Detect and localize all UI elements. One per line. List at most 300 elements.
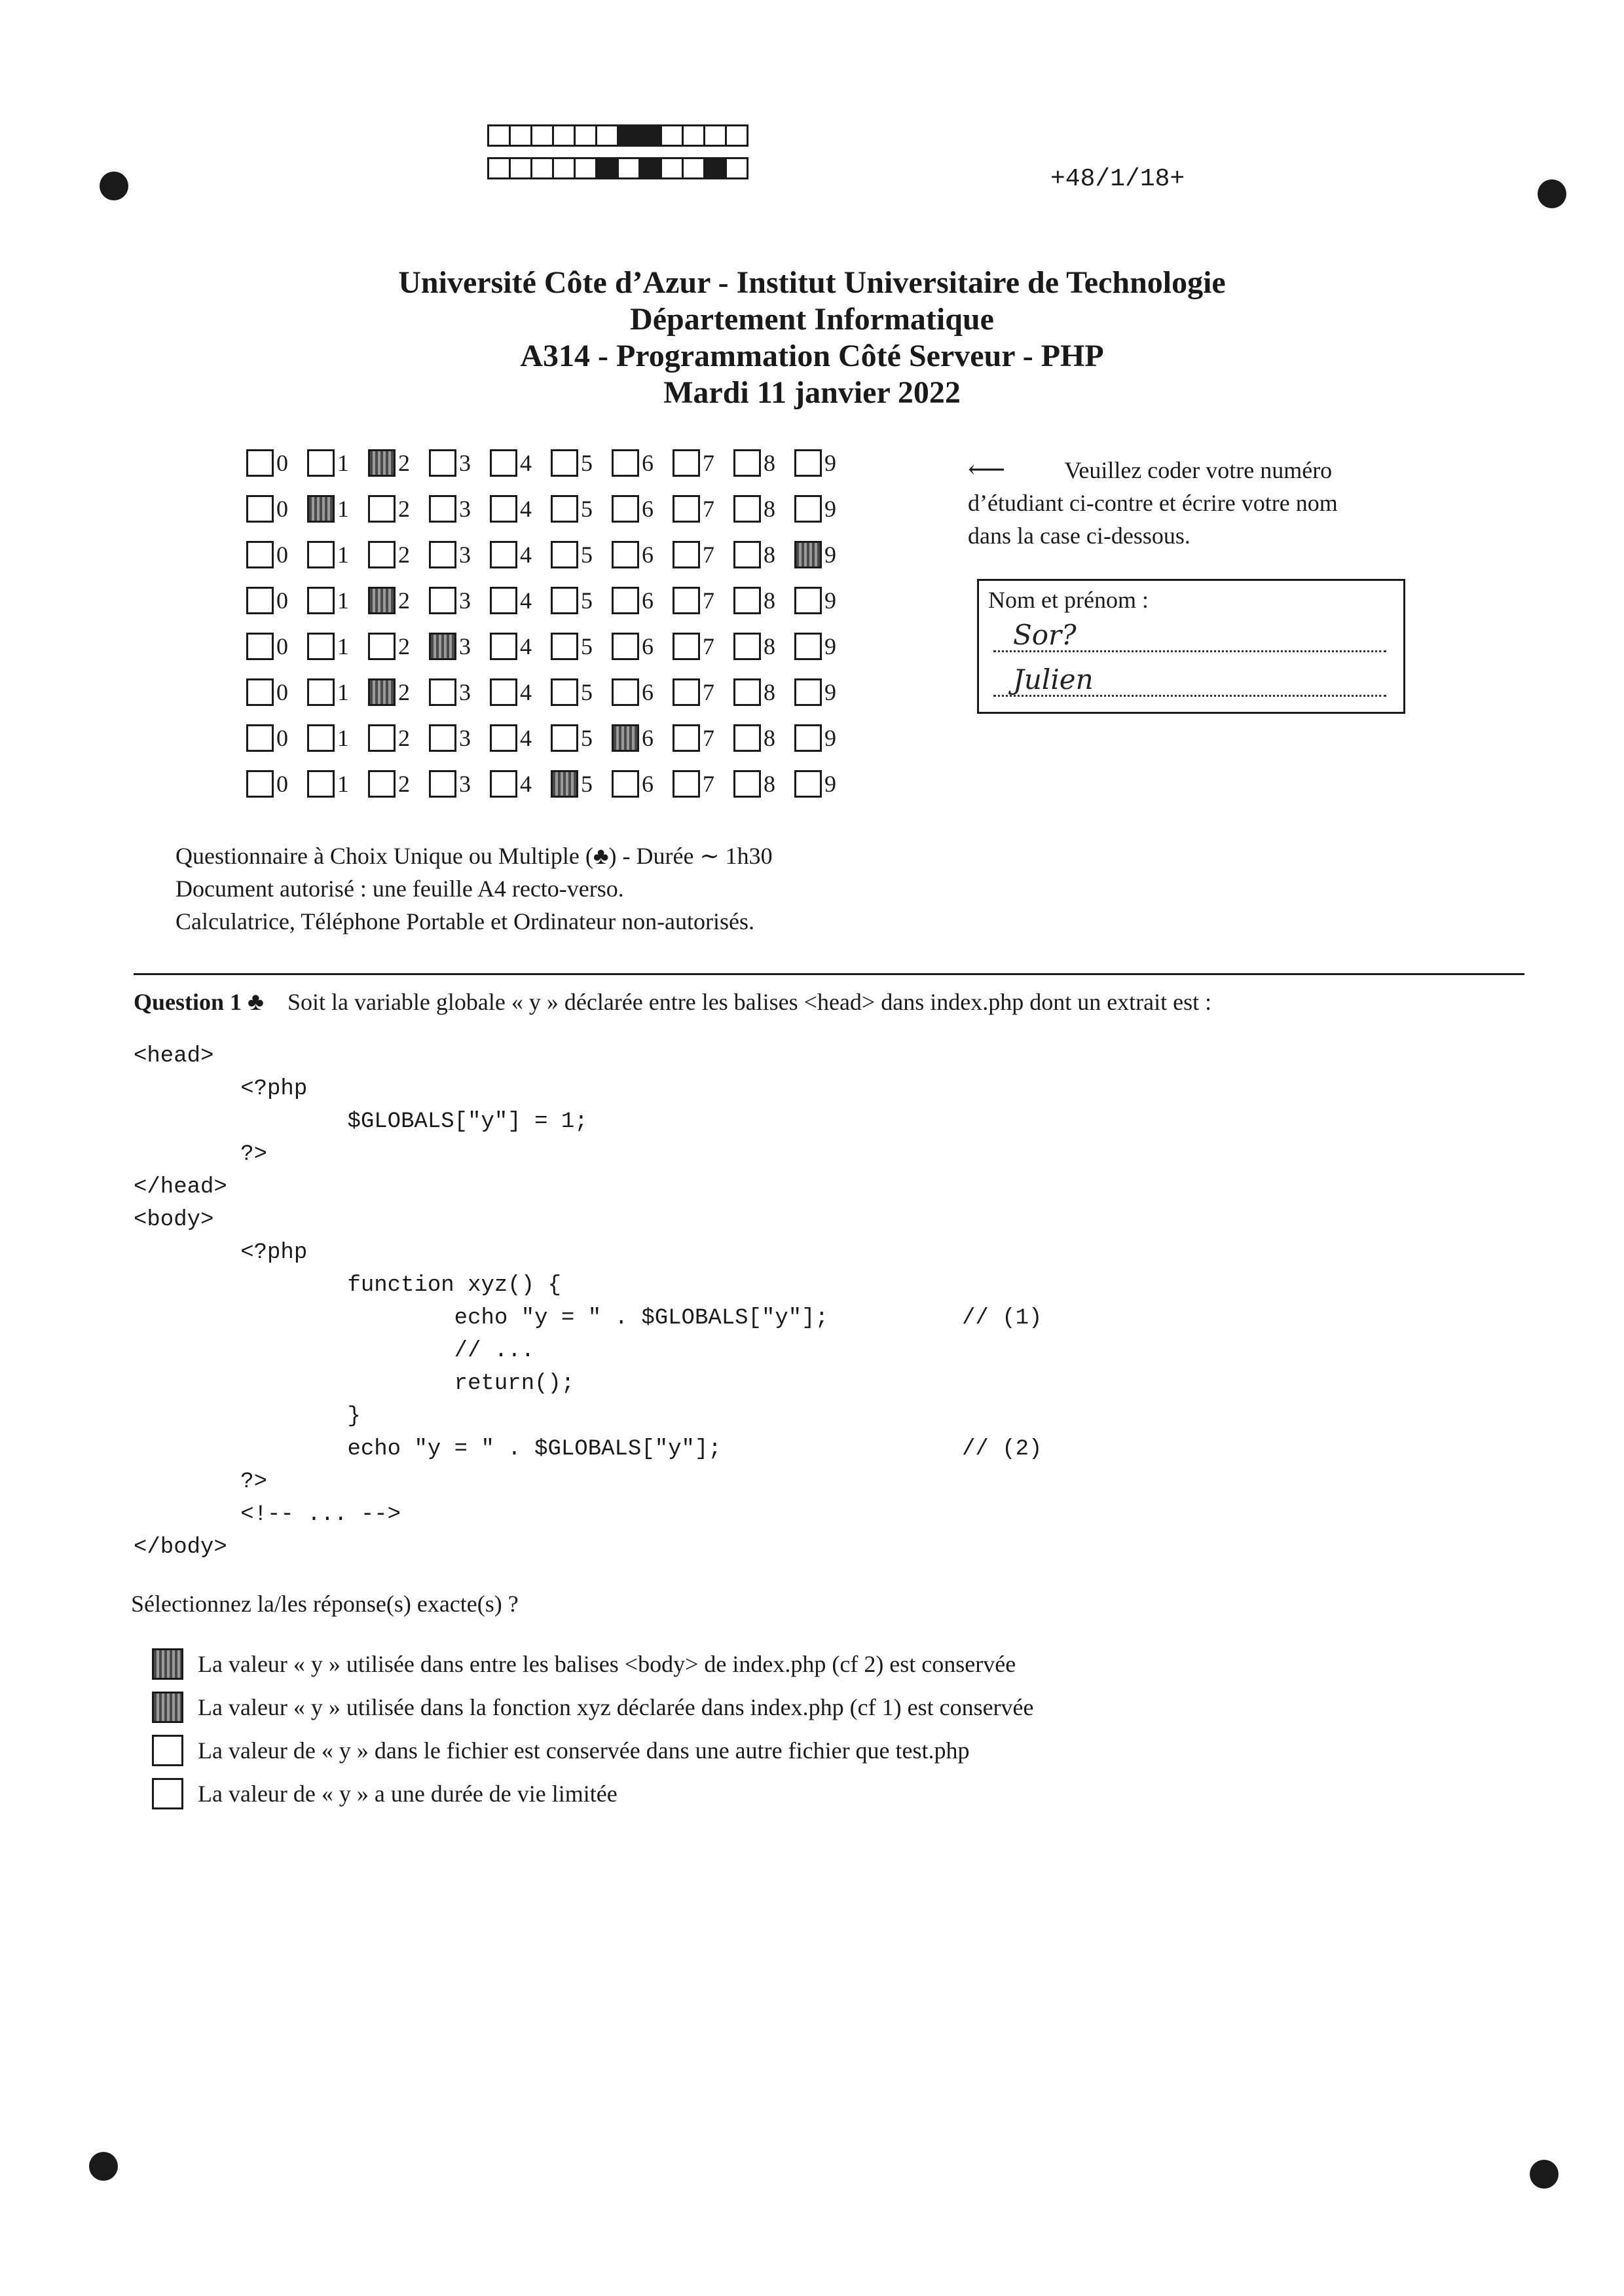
- barcode-cell: [595, 157, 619, 179]
- answer-option[interactable]: [152, 1772, 1034, 1815]
- answer-text: La valeur de « y » dans le fichier est conservée dans une autre fichier que test.php: [198, 1737, 970, 1764]
- digit-label: 0: [276, 542, 288, 568]
- digit-label: 2: [398, 450, 410, 476]
- digit-option: [551, 495, 612, 523]
- digit-option: [794, 678, 855, 706]
- answer-text: La valeur de « y » a une durée de vie limitée: [198, 1781, 618, 1807]
- digit-checkbox[interactable]: [307, 678, 335, 706]
- digit-label: 7: [703, 587, 714, 614]
- barcode-cell: [574, 157, 597, 179]
- registration-mark-top-left: [100, 172, 128, 200]
- digit-option: [246, 770, 307, 798]
- digit-label: 6: [642, 542, 654, 568]
- digit-label: 1: [337, 496, 349, 522]
- digit-checkbox[interactable]: [733, 633, 761, 660]
- digit-checkbox[interactable]: [673, 678, 700, 706]
- digit-label: 1: [337, 771, 349, 797]
- digit-option: [307, 724, 368, 752]
- digit-option: [429, 587, 490, 614]
- digit-option: [490, 633, 551, 660]
- digit-label: 7: [703, 771, 714, 797]
- digit-option: [429, 724, 490, 752]
- digit-checkbox[interactable]: [246, 770, 274, 798]
- header-date: Mardi 11 janvier 2022: [663, 375, 961, 410]
- grid-row: [246, 623, 855, 669]
- barcode-cell: [638, 124, 662, 147]
- document-header: [0, 265, 1624, 411]
- digit-label: 7: [703, 633, 714, 659]
- barcode-cell: [660, 157, 684, 179]
- digit-option: [551, 449, 612, 477]
- barcode-cell: [703, 157, 727, 179]
- digit-option: [490, 449, 551, 477]
- digit-label: 6: [642, 496, 654, 522]
- digit-option: [307, 495, 368, 523]
- digit-label: 0: [276, 771, 288, 797]
- barcode-cell: [660, 124, 684, 147]
- student-number-grid: [246, 440, 855, 807]
- digit-checkbox[interactable]: [429, 495, 456, 523]
- digit-checkbox[interactable]: [490, 587, 517, 614]
- digit-checkbox[interactable]: [673, 633, 700, 660]
- digit-option: [673, 541, 733, 568]
- digit-checkbox[interactable]: [246, 541, 274, 568]
- digit-checkbox[interactable]: [429, 724, 456, 752]
- digit-option: [246, 449, 307, 477]
- name-line-2: [993, 663, 1386, 697]
- digit-option: [429, 770, 490, 798]
- digit-label: 6: [642, 633, 654, 659]
- digit-label: 4: [520, 725, 532, 751]
- digit-option: [733, 770, 794, 798]
- digit-option: [246, 633, 307, 660]
- digit-checkbox[interactable]: [673, 449, 700, 477]
- digit-option: [612, 770, 673, 798]
- section-divider: [134, 973, 1524, 975]
- digit-label: 5: [581, 725, 593, 751]
- digit-label: 5: [581, 496, 593, 522]
- digit-checkbox[interactable]: [733, 770, 761, 798]
- digit-option: [307, 770, 368, 798]
- digit-label: 0: [276, 725, 288, 751]
- digit-checkbox[interactable]: [551, 541, 578, 568]
- digit-option: [794, 587, 855, 614]
- digit-option: [368, 724, 429, 752]
- digit-checkbox[interactable]: [307, 541, 335, 568]
- digit-checkbox[interactable]: [673, 724, 700, 752]
- digit-label: 3: [459, 542, 471, 568]
- digit-label: 0: [276, 450, 288, 476]
- grid-row: [246, 761, 855, 807]
- digit-checkbox[interactable]: [429, 541, 456, 568]
- digit-label: 4: [520, 587, 532, 614]
- digit-option: [307, 449, 368, 477]
- digit-checkbox[interactable]: [368, 587, 396, 614]
- digit-checkbox[interactable]: [733, 449, 761, 477]
- digit-label: 9: [824, 496, 836, 522]
- digit-checkbox[interactable]: [551, 724, 578, 752]
- digit-label: 6: [642, 725, 654, 751]
- digit-label: 4: [520, 633, 532, 659]
- digit-label: 0: [276, 587, 288, 614]
- digit-checkbox[interactable]: [307, 770, 335, 798]
- digit-option: [368, 587, 429, 614]
- digit-option: [429, 541, 490, 568]
- digit-checkbox[interactable]: [368, 770, 396, 798]
- answer-text: La valeur « y » utilisée dans la fonction xyz déclarée dans index.php (cf 1) est conservée: [198, 1694, 1034, 1720]
- digit-option: [307, 678, 368, 706]
- digit-label: 7: [703, 450, 714, 476]
- digit-label: 4: [520, 679, 532, 705]
- exam-info-line3: Calculatrice, Téléphone Portable et Ordinateur non-autorisés.: [175, 908, 755, 935]
- grid-row: [246, 715, 855, 761]
- digit-checkbox[interactable]: [551, 495, 578, 523]
- digit-option: [368, 495, 429, 523]
- digit-option: [794, 724, 855, 752]
- digit-checkbox[interactable]: [794, 449, 822, 477]
- digit-label: 0: [276, 679, 288, 705]
- digit-option: [733, 541, 794, 568]
- barcode-cell: [552, 157, 576, 179]
- digit-option: [368, 633, 429, 660]
- barcode-cell: [530, 124, 554, 147]
- barcode-cell: [509, 124, 532, 147]
- digit-option: [794, 770, 855, 798]
- digit-checkbox[interactable]: [673, 541, 700, 568]
- grid-instructions: [968, 453, 1426, 552]
- digit-label: 1: [337, 679, 349, 705]
- digit-checkbox[interactable]: [246, 495, 274, 523]
- digit-option: [368, 541, 429, 568]
- digit-checkbox[interactable]: [307, 724, 335, 752]
- digit-label: 5: [581, 587, 593, 614]
- digit-label: 9: [824, 587, 836, 614]
- digit-checkbox[interactable]: [612, 587, 639, 614]
- digit-label: 2: [398, 771, 410, 797]
- digit-option: [612, 587, 673, 614]
- digit-checkbox[interactable]: [490, 678, 517, 706]
- digit-label: 1: [337, 542, 349, 568]
- answer-option[interactable]: [152, 1686, 1034, 1729]
- digit-label: 6: [642, 587, 654, 614]
- digit-label: 7: [703, 679, 714, 705]
- digit-checkbox[interactable]: [733, 678, 761, 706]
- barcode-cell: [725, 157, 748, 179]
- barcode-cell: [552, 124, 576, 147]
- digit-label: 5: [581, 450, 593, 476]
- digit-option: [551, 633, 612, 660]
- digit-option: [673, 770, 733, 798]
- digit-option: [733, 587, 794, 614]
- digit-checkbox[interactable]: [307, 633, 335, 660]
- sheet-id: +48/1/18+: [1050, 165, 1185, 193]
- digit-label: 2: [398, 542, 410, 568]
- digit-checkbox[interactable]: [794, 495, 822, 523]
- digit-label: 3: [459, 633, 471, 659]
- digit-option: [733, 495, 794, 523]
- digit-option: [368, 678, 429, 706]
- left-arrow-icon: ⟵: [968, 454, 1006, 484]
- barcode-top: [487, 124, 747, 151]
- answer-checkbox[interactable]: [152, 1648, 183, 1680]
- digit-label: 2: [398, 496, 410, 522]
- name-line-1: [993, 619, 1386, 652]
- digit-checkbox[interactable]: [733, 541, 761, 568]
- digit-checkbox[interactable]: [429, 587, 456, 614]
- digit-checkbox[interactable]: [551, 587, 578, 614]
- registration-mark-bottom-left: [89, 2152, 118, 2181]
- digit-label: 0: [276, 633, 288, 659]
- digit-checkbox[interactable]: [612, 449, 639, 477]
- digit-option: [673, 724, 733, 752]
- digit-label: 8: [764, 496, 775, 522]
- digit-checkbox[interactable]: [246, 633, 274, 660]
- digit-label: 5: [581, 771, 593, 797]
- digit-checkbox[interactable]: [368, 724, 396, 752]
- digit-option: [794, 495, 855, 523]
- digit-label: 4: [520, 496, 532, 522]
- code-snippet: <head> <?php $GLOBALS["y"] = 1; ?> </head> <body> <?php function xyz() { echo "y = " . $GLOBALS["y"]; // (1) // ... return(); } echo "y = " . $GLOBALS["y"]; // (2) ?> <!-- ... --> </body>: [134, 1044, 1043, 1560]
- digit-label: 0: [276, 496, 288, 522]
- digit-option: [429, 633, 490, 660]
- digit-checkbox[interactable]: [429, 449, 456, 477]
- exam-info-line1: Questionnaire à Choix Unique ou Multiple (♣) - Durée ∼ 1h30: [175, 843, 773, 869]
- digit-label: 1: [337, 587, 349, 614]
- question-text: Soit la variable globale « y » déclarée entre les balises <head> dans index.php dont un extrait est :: [287, 989, 1212, 1015]
- digit-checkbox[interactable]: [307, 495, 335, 523]
- digit-option: [551, 770, 612, 798]
- answer-list: [152, 1642, 1034, 1815]
- digit-option: [551, 724, 612, 752]
- digit-checkbox[interactable]: [794, 541, 822, 568]
- grid-row: [246, 669, 855, 715]
- digit-checkbox[interactable]: [794, 633, 822, 660]
- digit-label: 3: [459, 587, 471, 614]
- registration-mark-top-right: [1538, 179, 1566, 208]
- digit-label: 2: [398, 587, 410, 614]
- answer-checkbox[interactable]: [152, 1778, 183, 1809]
- digit-checkbox[interactable]: [794, 678, 822, 706]
- digit-label: 3: [459, 725, 471, 751]
- digit-checkbox[interactable]: [794, 587, 822, 614]
- digit-label: 2: [398, 725, 410, 751]
- digit-label: 8: [764, 725, 775, 751]
- digit-label: 9: [824, 771, 836, 797]
- digit-checkbox[interactable]: [612, 541, 639, 568]
- barcode-cell: [574, 124, 597, 147]
- digit-option: [307, 541, 368, 568]
- digit-option: [794, 541, 855, 568]
- name-field-label: Nom et prénom :: [988, 587, 1149, 613]
- digit-option: [490, 495, 551, 523]
- instructions-line2: d’étudiant ci-contre et écrire votre nom: [968, 490, 1338, 516]
- digit-label: 3: [459, 771, 471, 797]
- digit-label: 4: [520, 542, 532, 568]
- digit-option: [733, 724, 794, 752]
- digit-checkbox[interactable]: [551, 633, 578, 660]
- digit-option: [794, 449, 855, 477]
- barcode-cell: [487, 157, 511, 179]
- digit-option: [673, 678, 733, 706]
- answer-option[interactable]: [152, 1642, 1034, 1686]
- digit-checkbox[interactable]: [673, 587, 700, 614]
- digit-label: 6: [642, 679, 654, 705]
- digit-checkbox[interactable]: [246, 449, 274, 477]
- barcode-cell: [703, 124, 727, 147]
- digit-checkbox[interactable]: [246, 678, 274, 706]
- digit-option: [551, 541, 612, 568]
- grid-row: [246, 486, 855, 532]
- digit-option: [307, 633, 368, 660]
- digit-checkbox[interactable]: [612, 724, 639, 752]
- digit-option: [490, 587, 551, 614]
- digit-label: 4: [520, 771, 532, 797]
- barcode-cell: [509, 157, 532, 179]
- digit-checkbox[interactable]: [551, 678, 578, 706]
- digit-option: [733, 449, 794, 477]
- digit-checkbox[interactable]: [551, 770, 578, 798]
- header-course: A314 - Programmation Côté Serveur - PHP: [520, 339, 1104, 373]
- digit-checkbox[interactable]: [551, 449, 578, 477]
- digit-label: 8: [764, 450, 775, 476]
- handwritten-surname: Sor?: [1013, 619, 1077, 651]
- digit-option: [307, 587, 368, 614]
- digit-checkbox[interactable]: [733, 587, 761, 614]
- digit-label: 9: [824, 679, 836, 705]
- barcode-cell: [682, 157, 705, 179]
- digit-checkbox[interactable]: [490, 541, 517, 568]
- digit-option: [612, 495, 673, 523]
- barcode-cell: [638, 157, 662, 179]
- digit-checkbox[interactable]: [794, 770, 822, 798]
- answer-checkbox[interactable]: [152, 1735, 183, 1766]
- digit-label: 5: [581, 633, 593, 659]
- digit-checkbox[interactable]: [368, 541, 396, 568]
- digit-label: 9: [824, 450, 836, 476]
- grid-row: [246, 532, 855, 578]
- instructions-line3: dans la case ci-dessous.: [968, 523, 1190, 549]
- digit-checkbox[interactable]: [429, 770, 456, 798]
- digit-checkbox[interactable]: [490, 724, 517, 752]
- barcode-cell: [595, 124, 619, 147]
- exam-info-line2: Document autorisé : une feuille A4 recto-verso.: [175, 876, 624, 902]
- header-institution: Université Côte d’Azur - Institut Universitaire de Technologie: [398, 265, 1226, 300]
- digit-option: [733, 633, 794, 660]
- digit-checkbox[interactable]: [794, 724, 822, 752]
- digit-checkbox[interactable]: [368, 449, 396, 477]
- digit-label: 7: [703, 496, 714, 522]
- digit-checkbox[interactable]: [368, 633, 396, 660]
- digit-checkbox[interactable]: [429, 678, 456, 706]
- digit-checkbox[interactable]: [368, 495, 396, 523]
- digit-label: 8: [764, 587, 775, 614]
- header-department: Département Informatique: [630, 302, 994, 337]
- digit-checkbox[interactable]: [307, 587, 335, 614]
- digit-option: [612, 724, 673, 752]
- digit-option: [429, 495, 490, 523]
- digit-option: [490, 541, 551, 568]
- question-label: Question 1: [134, 989, 242, 1015]
- digit-option: [490, 770, 551, 798]
- digit-label: 8: [764, 542, 775, 568]
- digit-checkbox[interactable]: [733, 495, 761, 523]
- digit-option: [246, 541, 307, 568]
- digit-checkbox[interactable]: [612, 633, 639, 660]
- digit-label: 8: [764, 679, 775, 705]
- digit-label: 8: [764, 633, 775, 659]
- digit-option: [368, 449, 429, 477]
- digit-checkbox[interactable]: [612, 770, 639, 798]
- digit-checkbox[interactable]: [490, 633, 517, 660]
- digit-label: 5: [581, 679, 593, 705]
- registration-mark-bottom-right: [1530, 2160, 1559, 2189]
- digit-checkbox[interactable]: [490, 770, 517, 798]
- club-icon: ♣: [248, 988, 264, 1016]
- digit-option: [673, 587, 733, 614]
- answer-option[interactable]: [152, 1729, 1034, 1772]
- digit-checkbox[interactable]: [490, 495, 517, 523]
- digit-label: 2: [398, 633, 410, 659]
- digit-option: [429, 678, 490, 706]
- digit-label: 3: [459, 679, 471, 705]
- digit-label: 7: [703, 725, 714, 751]
- digit-label: 6: [642, 450, 654, 476]
- digit-option: [246, 724, 307, 752]
- digit-checkbox[interactable]: [612, 495, 639, 523]
- digit-checkbox[interactable]: [246, 724, 274, 752]
- digit-label: 9: [824, 725, 836, 751]
- digit-label: 5: [581, 542, 593, 568]
- digit-option: [429, 449, 490, 477]
- digit-checkbox[interactable]: [429, 633, 456, 660]
- barcode-cell: [617, 157, 640, 179]
- name-field-box[interactable]: [977, 579, 1405, 714]
- digit-checkbox[interactable]: [368, 678, 396, 706]
- digit-option: [490, 678, 551, 706]
- digit-label: 9: [824, 633, 836, 659]
- barcode-cell: [725, 124, 748, 147]
- digit-checkbox[interactable]: [612, 678, 639, 706]
- digit-label: 3: [459, 450, 471, 476]
- digit-option: [551, 678, 612, 706]
- digit-checkbox[interactable]: [246, 587, 274, 614]
- digit-option: [794, 633, 855, 660]
- digit-label: 3: [459, 496, 471, 522]
- grid-row: [246, 578, 855, 623]
- answer-text: La valeur « y » utilisée dans entre les balises <body> de index.php (cf 2) est conservée: [198, 1651, 1016, 1677]
- digit-label: 4: [520, 450, 532, 476]
- digit-label: 1: [337, 725, 349, 751]
- digit-option: [246, 678, 307, 706]
- digit-checkbox[interactable]: [307, 449, 335, 477]
- digit-option: [673, 495, 733, 523]
- digit-label: 1: [337, 450, 349, 476]
- digit-option: [368, 770, 429, 798]
- digit-option: [673, 633, 733, 660]
- digit-checkbox[interactable]: [490, 449, 517, 477]
- digit-label: 6: [642, 771, 654, 797]
- handwritten-firstname: Julien: [1013, 663, 1094, 695]
- digit-option: [551, 587, 612, 614]
- barcode-cell: [682, 124, 705, 147]
- barcode-cell: [530, 157, 554, 179]
- digit-checkbox[interactable]: [673, 495, 700, 523]
- digit-checkbox[interactable]: [673, 770, 700, 798]
- answer-checkbox[interactable]: [152, 1692, 183, 1723]
- digit-label: 8: [764, 771, 775, 797]
- digit-label: 7: [703, 542, 714, 568]
- digit-checkbox[interactable]: [733, 724, 761, 752]
